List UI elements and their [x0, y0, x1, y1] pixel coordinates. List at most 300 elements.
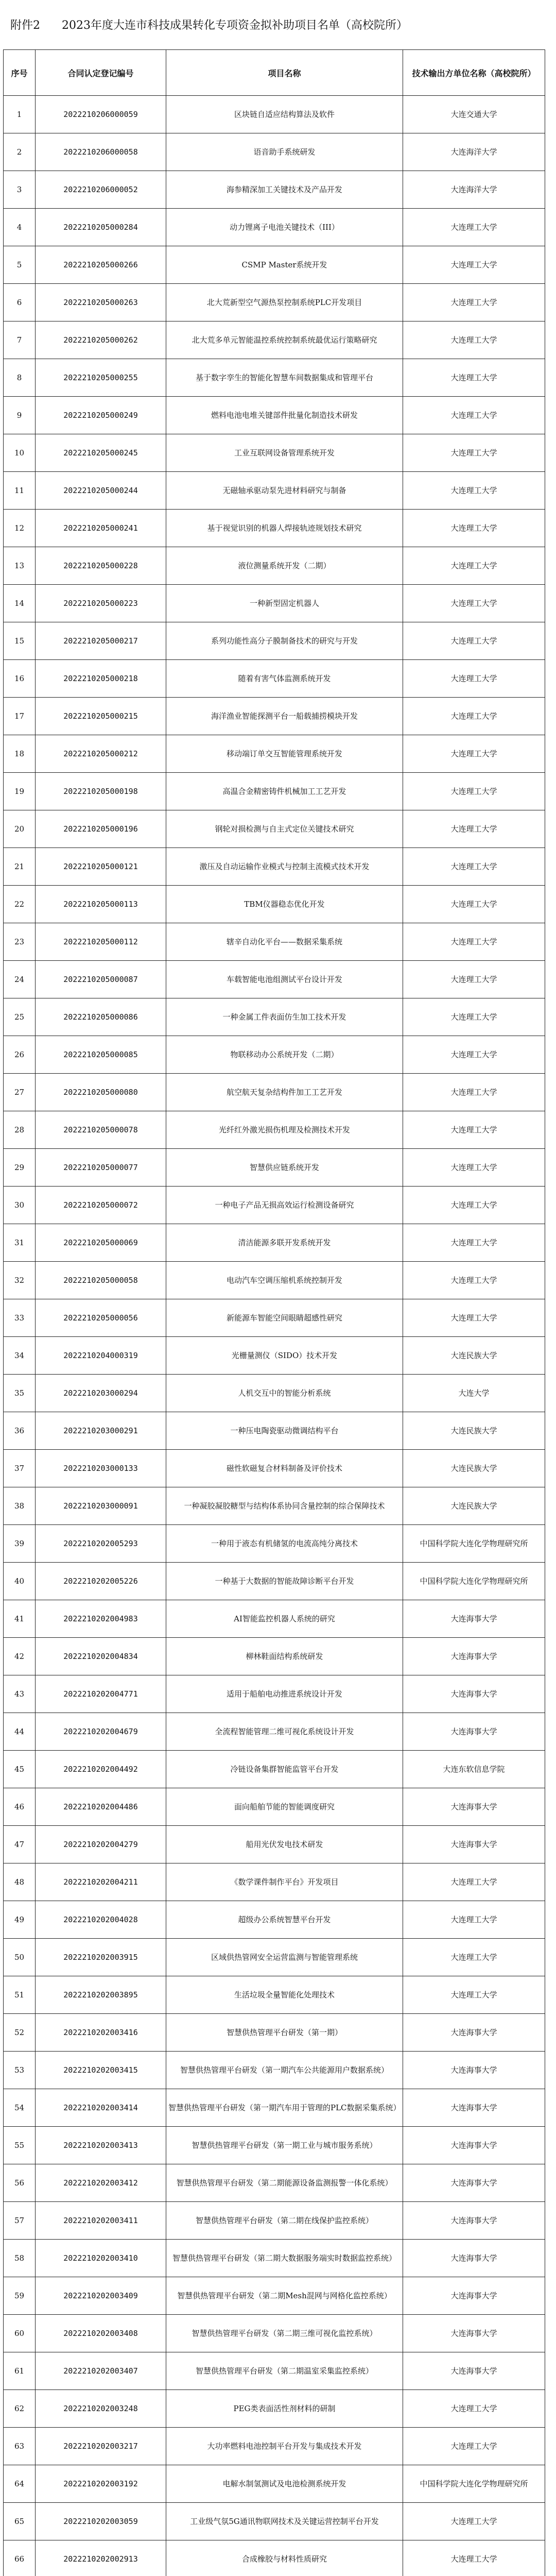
- row-unit-cell: 大连民族大学: [403, 1450, 545, 1487]
- row-unit-cell: 大连海事大学: [403, 2052, 545, 2089]
- row-contract-cell: 2022210205000196: [36, 810, 166, 848]
- row-unit-cell: 大连海事大学: [403, 1675, 545, 1713]
- table-row: [4, 1299, 545, 1337]
- row-no-cell: 27: [4, 1074, 36, 1111]
- row-unit-cell: 大连理工大学: [403, 735, 545, 773]
- row-no-cell: 63: [4, 2428, 36, 2465]
- row-no-cell: 17: [4, 698, 36, 735]
- row-project-cell: 适用于船舶电动推进系统设计开发: [166, 1675, 403, 1713]
- table-row: [4, 2164, 545, 2202]
- row-contract-cell: 2022210202004028: [36, 1901, 166, 1939]
- row-no-cell: 18: [4, 735, 36, 773]
- row-unit-cell: 大连交通大学: [403, 96, 545, 133]
- row-contract-cell: 2022210205000263: [36, 284, 166, 321]
- row-project-cell: 柳林鞋面结构系统研发: [166, 1638, 403, 1675]
- table-row: [4, 1939, 545, 1976]
- table-row: [4, 923, 545, 961]
- row-no-cell: 55: [4, 2127, 36, 2164]
- table-row: [4, 1976, 545, 2014]
- row-no-cell: 10: [4, 434, 36, 472]
- row-contract-cell: 2022210205000244: [36, 472, 166, 510]
- table-row: [4, 209, 545, 246]
- row-contract-cell: 2022210203000133: [36, 1450, 166, 1487]
- row-project-cell: 一种新型固定机器人: [166, 585, 403, 622]
- row-unit-cell: 大连海事大学: [403, 1788, 545, 1826]
- row-no-cell: 53: [4, 2052, 36, 2089]
- row-contract-cell: 2022210203000091: [36, 1487, 166, 1525]
- row-contract-cell: 2022210202002913: [36, 2540, 166, 2576]
- row-unit-cell: 中国科学院大连化学物理研究所: [403, 1563, 545, 1600]
- row-no-cell: 14: [4, 585, 36, 622]
- row-contract-cell: 2022210202004486: [36, 1788, 166, 1826]
- row-unit-cell: 大连海事大学: [403, 2315, 545, 2352]
- row-contract-cell: 2022210205000212: [36, 735, 166, 773]
- row-no-cell: 51: [4, 1976, 36, 2014]
- row-unit-cell: 大连理工大学: [403, 1863, 545, 1901]
- row-unit-cell: 大连海事大学: [403, 2352, 545, 2390]
- row-contract-cell: 2022210202003414: [36, 2089, 166, 2127]
- row-project-cell: 移动端订单交互智能管理系统开发: [166, 735, 403, 773]
- row-project-cell: 基于数字孪生的智能化智慧车间数据集成和管理平台: [166, 359, 403, 397]
- table-row: [4, 2352, 545, 2390]
- row-contract-cell: 2022210202003408: [36, 2315, 166, 2352]
- row-project-cell: 光纤红外激光损伤机理及检测技术开发: [166, 1111, 403, 1149]
- table-row: [4, 1525, 545, 1563]
- table-row: [4, 773, 545, 810]
- row-unit-cell: 大连理工大学: [403, 961, 545, 998]
- table-row: [4, 1675, 545, 1713]
- table-row: [4, 2240, 545, 2277]
- row-unit-cell: 大连大学: [403, 1375, 545, 1412]
- table-row: [4, 1375, 545, 1412]
- row-project-cell: 智慧供应链系统开发: [166, 1149, 403, 1187]
- table-row: [4, 1863, 545, 1901]
- row-no-cell: 38: [4, 1487, 36, 1525]
- table-row: [4, 1187, 545, 1224]
- row-project-cell: 系列功能性高分子膜制备技术的研究与开发: [166, 622, 403, 660]
- row-project-cell: 动力锂离子电池关键技术（III）: [166, 209, 403, 246]
- row-project-cell: 超级办公系统智慧平台开发: [166, 1901, 403, 1939]
- row-unit-cell: 大连理工大学: [403, 848, 545, 886]
- project-table: [3, 49, 545, 2576]
- table-row: [4, 1638, 545, 1675]
- row-no-cell: 34: [4, 1337, 36, 1375]
- row-no-cell: 28: [4, 1111, 36, 1149]
- row-contract-cell: 2022210205000077: [36, 1149, 166, 1187]
- row-unit-cell: 大连海事大学: [403, 2014, 545, 2052]
- row-unit-cell: 大连民族大学: [403, 1337, 545, 1375]
- row-no-cell: 2: [4, 133, 36, 171]
- table-header-row: [4, 50, 545, 96]
- row-no-cell: 5: [4, 246, 36, 284]
- row-no-cell: 60: [4, 2315, 36, 2352]
- row-project-cell: 一种金属工件表面仿生加工技术开发: [166, 998, 403, 1036]
- row-unit-cell: 大连海事大学: [403, 2277, 545, 2315]
- row-contract-cell: 2022210202003416: [36, 2014, 166, 2052]
- table-row: [4, 1149, 545, 1187]
- row-no-cell: 59: [4, 2277, 36, 2315]
- row-no-cell: 20: [4, 810, 36, 848]
- row-project-cell: PEG类表面活性剂材料的研制: [166, 2390, 403, 2428]
- table-row: [4, 359, 545, 397]
- row-unit-cell: 大连理工大学: [403, 622, 545, 660]
- row-project-cell: 清洁能源多联开发系统开发: [166, 1224, 403, 1262]
- row-contract-cell: 2022210202004211: [36, 1863, 166, 1901]
- table-row: [4, 810, 545, 848]
- row-unit-cell: 大连理工大学: [403, 1939, 545, 1976]
- row-unit-cell: 大连理工大学: [403, 1187, 545, 1224]
- row-no-cell: 39: [4, 1525, 36, 1563]
- row-unit-cell: 大连理工大学: [403, 1074, 545, 1111]
- table-row: [4, 2465, 545, 2503]
- row-contract-cell: 2022210202003248: [36, 2390, 166, 2428]
- row-contract-cell: 2022210202003409: [36, 2277, 166, 2315]
- table-row: [4, 2014, 545, 2052]
- row-project-cell: 一种用于液态有机储氢的电流高纯分离技术: [166, 1525, 403, 1563]
- row-project-cell: 智慧供热管理平台研发（第一期汽车公共能源用户数据系统）: [166, 2052, 403, 2089]
- row-contract-cell: 2022210205000241: [36, 510, 166, 547]
- row-project-cell: 面向船舶节能的智能调度研究: [166, 1788, 403, 1826]
- row-unit-cell: 大连理工大学: [403, 2540, 545, 2576]
- row-project-cell: 工业互联网设备管理系统开发: [166, 434, 403, 472]
- row-contract-cell: 2022210205000078: [36, 1111, 166, 1149]
- table-row: [4, 848, 545, 886]
- row-contract-cell: 2022210205000255: [36, 359, 166, 397]
- row-project-cell: 基于视觉识别的机器人焊接轨迹规划技术研究: [166, 510, 403, 547]
- row-contract-cell: 2022210202003192: [36, 2465, 166, 2503]
- row-project-cell: 智慧供热管理平台研发（第一期工业与城市服务系统）: [166, 2127, 403, 2164]
- row-unit-cell: 大连理工大学: [403, 547, 545, 585]
- row-no-cell: 58: [4, 2240, 36, 2277]
- row-unit-cell: 大连海事大学: [403, 1600, 545, 1638]
- table-row: [4, 246, 545, 284]
- row-no-cell: 12: [4, 510, 36, 547]
- table-row: [4, 2428, 545, 2465]
- row-contract-cell: 2022210202003895: [36, 1976, 166, 2014]
- table-row: [4, 1036, 545, 1074]
- row-unit-cell: 大连海事大学: [403, 2127, 545, 2164]
- row-no-cell: 45: [4, 1751, 36, 1788]
- row-unit-cell: 大连理工大学: [403, 1901, 545, 1939]
- row-contract-cell: 2022210202003217: [36, 2428, 166, 2465]
- row-contract-cell: 2022210205000072: [36, 1187, 166, 1224]
- row-project-cell: 北大荒多单元智能温控系统控制系统最优运行策略研究: [166, 321, 403, 359]
- row-contract-cell: 2022210206000059: [36, 96, 166, 133]
- row-contract-cell: 2022210202003411: [36, 2202, 166, 2240]
- col-header-contract: 合同认定登记编号: [36, 50, 166, 96]
- row-project-cell: 大功率燃料电池控制平台开发与集成技术开发: [166, 2428, 403, 2465]
- row-unit-cell: 大连理工大学: [403, 2428, 545, 2465]
- row-unit-cell: 大连理工大学: [403, 284, 545, 321]
- row-project-cell: CSMP Master系统开发: [166, 246, 403, 284]
- header: [0, 0, 556, 43]
- row-unit-cell: 大连理工大学: [403, 2503, 545, 2540]
- row-contract-cell: 2022210205000086: [36, 998, 166, 1036]
- row-contract-cell: 2022210205000228: [36, 547, 166, 585]
- row-unit-cell: 大连理工大学: [403, 1149, 545, 1187]
- row-project-cell: 电动汽车空调压缩机系统控制开发: [166, 1262, 403, 1299]
- row-unit-cell: 大连理工大学: [403, 698, 545, 735]
- table-row: [4, 397, 545, 434]
- row-project-cell: 一种凝胶凝胶糖型与结构体系协同含量控制的综合保障技术: [166, 1487, 403, 1525]
- row-no-cell: 32: [4, 1262, 36, 1299]
- row-no-cell: 42: [4, 1638, 36, 1675]
- row-project-cell: 北大荒新型空气源热泵控制系统PLC开发项目: [166, 284, 403, 321]
- row-unit-cell: 大连海事大学: [403, 1713, 545, 1751]
- row-no-cell: 57: [4, 2202, 36, 2240]
- table-body: [4, 96, 545, 2576]
- row-contract-cell: 2022210205000087: [36, 961, 166, 998]
- row-project-cell: 全流程智能管理二维可视化系统设计开发: [166, 1713, 403, 1751]
- row-no-cell: 3: [4, 171, 36, 209]
- row-contract-cell: 2022210205000113: [36, 886, 166, 923]
- row-project-cell: 区域供热管网安全运营监测与智能管理系统: [166, 1939, 403, 1976]
- row-contract-cell: 2022210202003413: [36, 2127, 166, 2164]
- row-no-cell: 13: [4, 547, 36, 585]
- row-project-cell: 海参精深加工关键技术及产品开发: [166, 171, 403, 209]
- row-project-cell: 智慧供热管理平台研发（第二期温室采集监控系统）: [166, 2352, 403, 2390]
- table-row: [4, 1600, 545, 1638]
- table-row: [4, 547, 545, 585]
- row-contract-cell: 2022210202003059: [36, 2503, 166, 2540]
- table-row: [4, 2089, 545, 2127]
- row-unit-cell: 大连理工大学: [403, 585, 545, 622]
- row-unit-cell: 大连理工大学: [403, 1976, 545, 2014]
- row-contract-cell: 2022210205000121: [36, 848, 166, 886]
- row-project-cell: 高温合金精密铸件机械加工工艺开发: [166, 773, 403, 810]
- row-contract-cell: 2022210202004679: [36, 1713, 166, 1751]
- row-contract-cell: 2022210202004834: [36, 1638, 166, 1675]
- row-project-cell: 一种电子产品无损高效运行检测设备研究: [166, 1187, 403, 1224]
- row-contract-cell: 2022210205000056: [36, 1299, 166, 1337]
- table-row: [4, 510, 545, 547]
- row-contract-cell: 2022210202003915: [36, 1939, 166, 1976]
- row-unit-cell: 大连理工大学: [403, 1111, 545, 1149]
- row-project-cell: 智慧供热管理平台研发（第一期）: [166, 2014, 403, 2052]
- row-no-cell: 44: [4, 1713, 36, 1751]
- row-unit-cell: 大连理工大学: [403, 321, 545, 359]
- row-unit-cell: 大连海洋大学: [403, 133, 545, 171]
- row-project-cell: 燃料电池电堆关键部件批量化制造技术研发: [166, 397, 403, 434]
- row-no-cell: 66: [4, 2540, 36, 2576]
- row-no-cell: 29: [4, 1149, 36, 1187]
- row-contract-cell: 2022210205000245: [36, 434, 166, 472]
- row-no-cell: 26: [4, 1036, 36, 1074]
- table-row: [4, 961, 545, 998]
- row-no-cell: 9: [4, 397, 36, 434]
- row-contract-cell: 2022210205000284: [36, 209, 166, 246]
- row-contract-cell: 2022210206000058: [36, 133, 166, 171]
- row-project-cell: TBM仪器稳态优化开发: [166, 886, 403, 923]
- row-no-cell: 33: [4, 1299, 36, 1337]
- row-unit-cell: 大连海事大学: [403, 2240, 545, 2277]
- row-unit-cell: 大连理工大学: [403, 773, 545, 810]
- row-unit-cell: 大连海事大学: [403, 2164, 545, 2202]
- row-project-cell: 智慧供热管理平台研发（第二期三维可视化监控系统）: [166, 2315, 403, 2352]
- row-no-cell: 37: [4, 1450, 36, 1487]
- table-row: [4, 1751, 545, 1788]
- row-no-cell: 15: [4, 622, 36, 660]
- row-no-cell: 61: [4, 2352, 36, 2390]
- row-no-cell: 11: [4, 472, 36, 510]
- row-no-cell: 48: [4, 1863, 36, 1901]
- row-no-cell: 35: [4, 1375, 36, 1412]
- row-project-cell: 一种压电陶瓷驱动微调结构平台: [166, 1412, 403, 1450]
- row-unit-cell: 大连理工大学: [403, 660, 545, 698]
- row-unit-cell: 大连理工大学: [403, 434, 545, 472]
- table-row: [4, 1412, 545, 1450]
- row-no-cell: 46: [4, 1788, 36, 1826]
- row-no-cell: 47: [4, 1826, 36, 1863]
- table-row: [4, 1563, 545, 1600]
- row-no-cell: 31: [4, 1224, 36, 1262]
- row-contract-cell: 2022210202004983: [36, 1600, 166, 1638]
- row-project-cell: 语音助手系统研发: [166, 133, 403, 171]
- row-no-cell: 41: [4, 1600, 36, 1638]
- table-row: [4, 2390, 545, 2428]
- row-project-cell: 《数学课件制作平台》开发项目: [166, 1863, 403, 1901]
- row-no-cell: 19: [4, 773, 36, 810]
- row-unit-cell: 大连理工大学: [403, 1224, 545, 1262]
- row-unit-cell: 大连民族大学: [403, 1487, 545, 1525]
- row-no-cell: 1: [4, 96, 36, 133]
- row-project-cell: 智慧供热管理平台研发（第二期Mesh混网与网格化监控系统）: [166, 2277, 403, 2315]
- row-unit-cell: 大连理工大学: [403, 886, 545, 923]
- row-unit-cell: 大连民族大学: [403, 1412, 545, 1450]
- row-no-cell: 65: [4, 2503, 36, 2540]
- row-contract-cell: 2022210202003410: [36, 2240, 166, 2277]
- row-contract-cell: 2022210202004771: [36, 1675, 166, 1713]
- row-unit-cell: 大连理工大学: [403, 397, 545, 434]
- row-contract-cell: 2022210205000217: [36, 622, 166, 660]
- row-contract-cell: 2022210202005226: [36, 1563, 166, 1600]
- row-unit-cell: 大连理工大学: [403, 998, 545, 1036]
- row-unit-cell: 大连东软信息学院: [403, 1751, 545, 1788]
- row-unit-cell: 中国科学院大连化学物理研究所: [403, 1525, 545, 1563]
- table-row: [4, 1337, 545, 1375]
- row-project-cell: AI智能监控机器人系统的研究: [166, 1600, 403, 1638]
- row-no-cell: 40: [4, 1563, 36, 1600]
- row-no-cell: 7: [4, 321, 36, 359]
- row-contract-cell: 2022210205000085: [36, 1036, 166, 1074]
- table-row: [4, 2540, 545, 2576]
- table-row: [4, 2202, 545, 2240]
- row-project-cell: 液位测量系统开发（二期）: [166, 547, 403, 585]
- row-contract-cell: 2022210206000052: [36, 171, 166, 209]
- row-project-cell: 工业级气氛5G通讯物联网技术及关键运营控制平台开发: [166, 2503, 403, 2540]
- table-row: [4, 171, 545, 209]
- row-project-cell: 智慧供热管理平台研发（第二期在线保护监控系统）: [166, 2202, 403, 2240]
- table-row: [4, 1826, 545, 1863]
- row-unit-cell: 大连理工大学: [403, 1036, 545, 1074]
- row-no-cell: 24: [4, 961, 36, 998]
- row-unit-cell: 大连理工大学: [403, 246, 545, 284]
- table-row: [4, 321, 545, 359]
- row-no-cell: 22: [4, 886, 36, 923]
- table-row: [4, 1487, 545, 1525]
- row-project-cell: 区块链自适应结构算法及软件: [166, 96, 403, 133]
- table-row: [4, 1262, 545, 1299]
- row-unit-cell: 大连理工大学: [403, 472, 545, 510]
- row-no-cell: 52: [4, 2014, 36, 2052]
- row-contract-cell: 2022210205000262: [36, 321, 166, 359]
- table-row: [4, 2127, 545, 2164]
- row-project-cell: 合成橡胶与材料性质研究: [166, 2540, 403, 2576]
- table-row: [4, 1450, 545, 1487]
- table-row: [4, 698, 545, 735]
- row-no-cell: 56: [4, 2164, 36, 2202]
- row-unit-cell: 大连理工大学: [403, 209, 545, 246]
- table-row: [4, 472, 545, 510]
- row-contract-cell: 2022210205000058: [36, 1262, 166, 1299]
- row-unit-cell: 大连理工大学: [403, 810, 545, 848]
- row-unit-cell: 大连理工大学: [403, 923, 545, 961]
- row-contract-cell: 2022210205000223: [36, 585, 166, 622]
- row-no-cell: 43: [4, 1675, 36, 1713]
- row-contract-cell: 2022210205000080: [36, 1074, 166, 1111]
- row-project-cell: 随着有害气体监测系统开发: [166, 660, 403, 698]
- table-row: [4, 886, 545, 923]
- row-unit-cell: 大连海事大学: [403, 1638, 545, 1675]
- col-header-project: 项目名称: [166, 50, 403, 96]
- row-contract-cell: 2022210202004279: [36, 1826, 166, 1863]
- row-project-cell: 激压及自动运输作业模式与控制主流模式技术开发: [166, 848, 403, 886]
- table-row: [4, 1111, 545, 1149]
- row-project-cell: 电解水制氢测试及电池检测系统开发: [166, 2465, 403, 2503]
- row-contract-cell: 2022210205000069: [36, 1224, 166, 1262]
- row-project-cell: 光栅量测仪（SIDO）技术开发: [166, 1337, 403, 1375]
- table-row: [4, 2503, 545, 2540]
- table-row: [4, 1788, 545, 1826]
- row-project-cell: 船用光伏发电技术研发: [166, 1826, 403, 1863]
- row-contract-cell: 2022210203000294: [36, 1375, 166, 1412]
- table-row: [4, 2052, 545, 2089]
- row-unit-cell: 大连海事大学: [403, 2089, 545, 2127]
- row-no-cell: 49: [4, 1901, 36, 1939]
- row-unit-cell: 大连理工大学: [403, 1262, 545, 1299]
- table-row: [4, 998, 545, 1036]
- row-no-cell: 50: [4, 1939, 36, 1976]
- row-contract-cell: 2022210202004492: [36, 1751, 166, 1788]
- row-no-cell: 16: [4, 660, 36, 698]
- row-no-cell: 25: [4, 998, 36, 1036]
- row-no-cell: 8: [4, 359, 36, 397]
- row-contract-cell: 2022210205000249: [36, 397, 166, 434]
- row-project-cell: 新能源车智能空间眼睛超感性研究: [166, 1299, 403, 1337]
- table-row: [4, 1901, 545, 1939]
- table-row: [4, 96, 545, 133]
- row-contract-cell: 2022210202003407: [36, 2352, 166, 2390]
- row-unit-cell: 大连海事大学: [403, 2202, 545, 2240]
- row-no-cell: 21: [4, 848, 36, 886]
- row-contract-cell: 2022210205000198: [36, 773, 166, 810]
- table-row: [4, 2277, 545, 2315]
- row-unit-cell: 大连理工大学: [403, 2390, 545, 2428]
- table-row: [4, 284, 545, 321]
- row-project-cell: 辖辛自动化平台——数据采集系统: [166, 923, 403, 961]
- col-header-unit: 技术输出方单位名称（高校院所）: [403, 50, 545, 96]
- row-project-cell: 人机交互中的智能分析系统: [166, 1375, 403, 1412]
- row-unit-cell: 中国科学院大连化学物理研究所: [403, 2465, 545, 2503]
- row-project-cell: 智慧供热管理平台研发（第一期汽车用于管理的PLC数据采集系统）: [166, 2089, 403, 2127]
- row-contract-cell: 2022210202003415: [36, 2052, 166, 2089]
- row-no-cell: 64: [4, 2465, 36, 2503]
- row-project-cell: 车载智能电池组测试平台设计开发: [166, 961, 403, 998]
- row-contract-cell: 2022210203000291: [36, 1412, 166, 1450]
- row-contract-cell: 2022210205000218: [36, 660, 166, 698]
- row-contract-cell: 2022210205000112: [36, 923, 166, 961]
- table-row: [4, 1074, 545, 1111]
